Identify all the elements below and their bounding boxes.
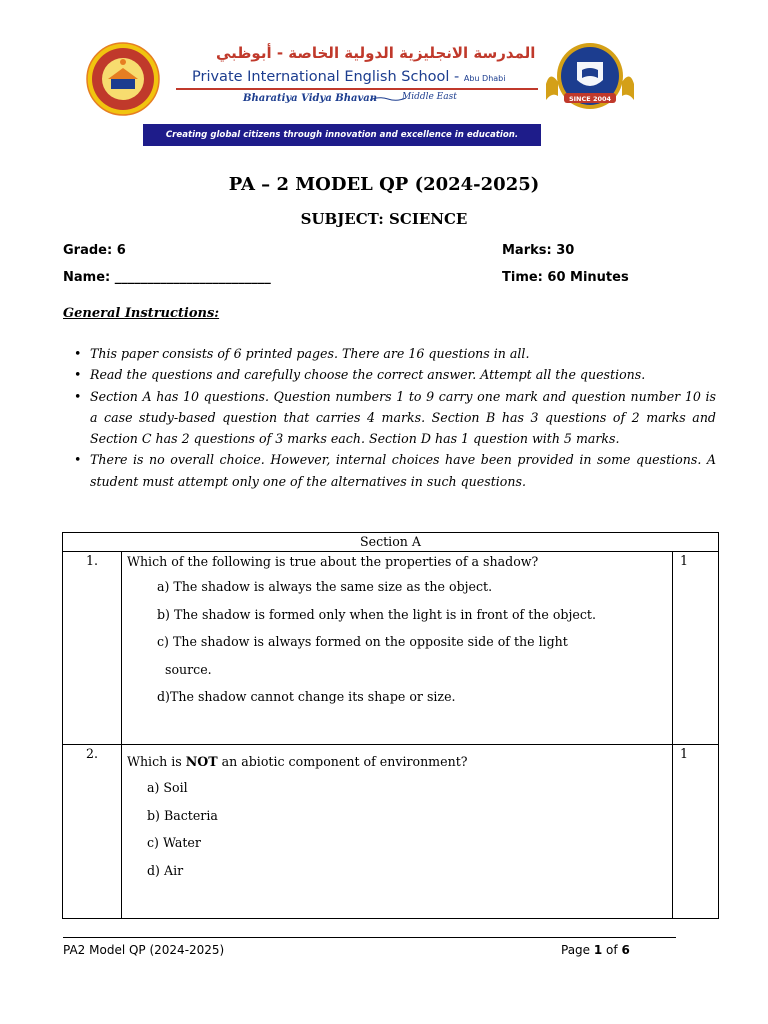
question-text: Which of the following is true about the properties of a shadow? [127,554,539,569]
option-c: c) Water [147,835,201,850]
option-d: d) Air [147,862,184,878]
marks-label: Marks: 30 [502,243,575,258]
option-b: b) Bacteria [147,807,218,823]
school-name-arabic: المدرسة الانجليزية الدولية الخاصة - أبوظبي [216,44,536,62]
question-text-after: an abiotic component of environment? [217,754,468,769]
option-a: a) Soil [147,780,188,795]
question-marks: 1 [673,745,719,919]
name-field: Name: ________________________ [63,270,271,285]
page-indicator [561,943,630,957]
page-total: 6 [621,943,630,957]
school-name-text: Private International English School - [192,69,460,85]
question-body [122,552,673,745]
question-body [122,745,673,919]
subject-title: SUBJECT: SCIENCE [300,210,468,228]
question-text-emphasis: NOT [185,754,218,769]
school-logo-left [86,42,160,116]
school-crest-right [544,40,636,112]
grade-label: Grade: 6 [63,243,126,258]
signature-swash [370,96,406,102]
footer-title: PA2 Model QP (2024-2025) [63,943,225,957]
instructions-heading: General Instructions: [63,306,220,321]
question-text-before: Which is [127,754,186,769]
option-d: d)The shadow cannot change its shape or size. [157,689,456,704]
crest-text: SINCE 2004 [568,95,612,103]
time-label: Time: 60 Minutes [502,270,629,285]
instruction-item: • Section A has 10 questions. Question numbers 1 to 9 carry one mark and question number 10 is a case study-based question that carries 4 marks. Section B has 3 questions of 2 marks and Section C has 2 questions of 3 marks each. Section D has 1 question with 5 marks. [70,386,716,450]
instruction-item: • Read the questions and carefully choose the correct answer. Attempt all the questions. [70,364,716,385]
motto-banner: Creating global citizens through innovation and excellence in education. [143,124,541,146]
question-marks: 1 [673,552,719,745]
table-row [63,745,719,919]
option-c: c) The shadow is always formed on the opposite side of the light [157,634,568,649]
affiliation-text: Bharatiya Vidya Bhavan [243,93,378,104]
header-divider [176,88,538,90]
school-city: Abu Dhabi [463,74,506,83]
page-title: PA – 2 MODEL QP (2024-2025) [228,174,540,195]
page-label: Page [561,943,594,957]
question-table [62,532,719,919]
question-number: 2. [63,745,122,919]
table-row [63,552,719,745]
question-number: 1. [63,552,122,745]
instruction-item: • There is no overall choice. However, internal choices have been provided in some questions. A student must attempt only one of the alternatives in such questions. [70,449,716,492]
region-text: Middle East [402,92,457,102]
option-c-continued: source. [165,661,212,677]
footer-divider [63,937,676,938]
instruction-item: • This paper consists of 6 printed pages. There are 16 questions in all. [70,343,716,364]
section-heading: Section A [63,533,719,552]
option-b: b) The shadow is formed only when the light is in front of the object. [157,606,596,622]
school-name-english [192,69,505,85]
page-current: 1 [593,943,603,957]
option-a: a) The shadow is always the same size as the object. [157,579,493,594]
question-text [127,752,672,772]
page-of: of [602,943,622,957]
instructions-list [70,343,716,492]
